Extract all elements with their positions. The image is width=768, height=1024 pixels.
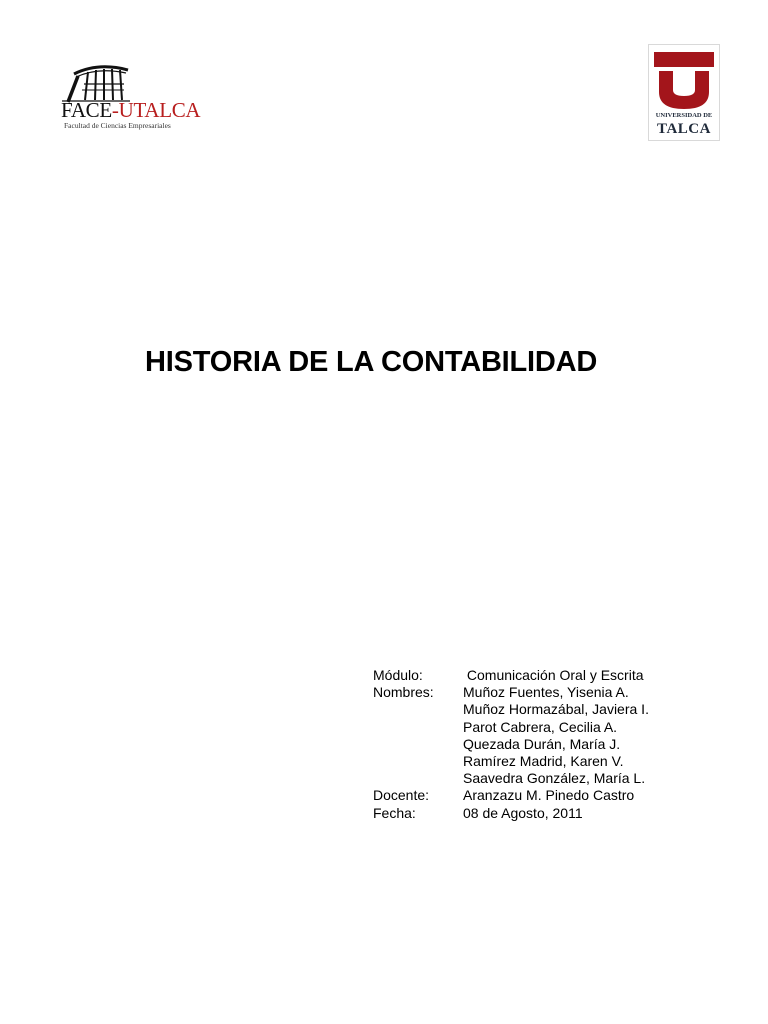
nombre-item: Muñoz Fuentes, Yisenia A.	[463, 684, 629, 701]
ut-shield-icon	[654, 52, 714, 110]
modulo-value: Comunicación Oral y Escrita	[463, 667, 644, 683]
universidad-de-talca-logo	[648, 44, 720, 141]
nombre-item: Parot Cabrera, Cecilia A.	[463, 718, 618, 735]
page-title: HISTORIA DE LA CONTABILIDAD	[145, 346, 598, 378]
modulo-label: Módulo:	[373, 667, 423, 683]
nombre-item: Saavedra González, María L.	[463, 770, 646, 787]
nombre-item: Muñoz Hormazábal, Javiera I.	[463, 701, 649, 718]
ut-logo-big-text: TALCA	[657, 121, 711, 137]
face-logo-name-part1: FACE	[61, 98, 112, 122]
face-utalca-logo	[58, 60, 208, 130]
nombres-label: Nombres:	[373, 684, 434, 701]
nombre-item: Ramírez Madrid, Karen V.	[463, 752, 624, 769]
docente-value: Aranzazu M. Pinedo Castro	[463, 787, 635, 804]
nombre-item: Quezada Durán, María J.	[463, 735, 621, 752]
fecha-value: 08 de Agosto, 2011	[463, 804, 583, 821]
face-logo-name	[61, 98, 200, 123]
fecha-label: Fecha:	[373, 804, 416, 821]
face-logo-name-part2: -UTALCA	[111, 98, 201, 122]
docente-label: Docente:	[373, 787, 430, 804]
ut-logo-small-text: UNIVERSIDAD DE	[655, 112, 713, 119]
face-logo-subtitle: Facultad de Ciencias Empresariales	[64, 121, 171, 130]
